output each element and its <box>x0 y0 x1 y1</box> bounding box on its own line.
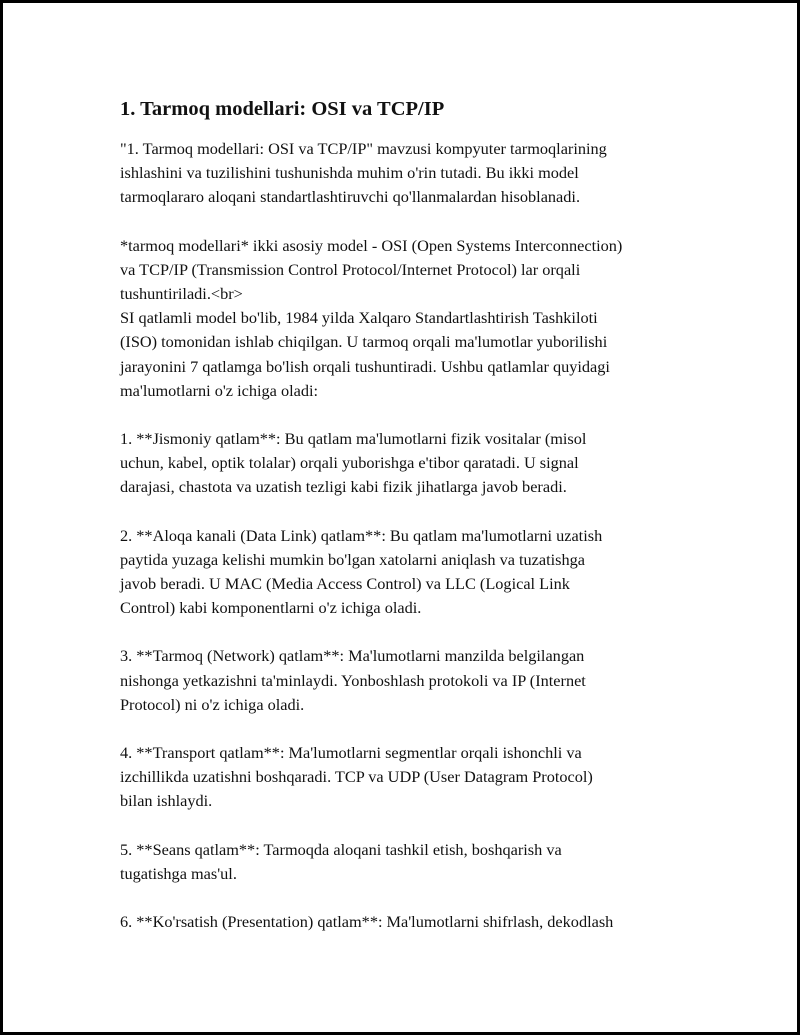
text-line: tugatishga mas'ul. <box>120 863 237 883</box>
text-line: uchun, kabel, optik tolalar) orqali yuborishga e'tibor qaratadi. U signal <box>120 453 579 473</box>
layer-2-paragraph <box>120 524 692 621</box>
text-line: 5. **Seans qatlam**: Tarmoqda aloqani tashkil etish, boshqarish va <box>120 839 562 859</box>
text-line: (ISO) tomonidan ishlab chiqilgan. U tarmoq orqali ma'lumotlar yuborilishi <box>120 332 608 352</box>
text-line: nishonga yetkazishni ta'minlaydi. Yonboshlash protokoli va IP (Internet <box>120 670 586 690</box>
document-body <box>120 95 692 934</box>
text-line: jarayonini 7 qatlamga bo'lish orqali tushuntiradi. Ushbu qatlamlar quyidagi <box>120 356 610 376</box>
text-line: izchillikda uzatishni boshqaradi. TCP va UDP (User Datagram Protocol) <box>120 767 593 787</box>
text-line: ma'lumotlarni o'z ichiga oladi: <box>120 380 319 400</box>
text-line: SI qatlamli model bo'lib, 1984 yilda Xalqaro Standartlashtirish Tashkiloti <box>120 308 598 328</box>
text-line: *tarmoq modellari* ikki asosiy model - OSI (Open Systems Interconnection) <box>120 235 623 255</box>
text-line: 2. **Aloqa kanali (Data Link) qatlam**: Bu qatlam ma'lumotlarni uzatish <box>120 525 603 545</box>
text-line: Protocol) ni o'z ichiga oladi. <box>120 694 305 714</box>
text-line: 6. **Ko'rsatish (Presentation) qatlam**: Ma'lumotlarni shifrlash, dekodlash <box>120 912 614 932</box>
models-overview-paragraph <box>120 234 692 403</box>
layer-1-paragraph <box>120 427 692 500</box>
text-line: Control) kabi komponentlarni o'z ichiga oladi. <box>120 598 422 618</box>
text-line: "1. Tarmoq modellari: OSI va TCP/IP" mavzusi kompyuter tarmoqlarining <box>120 139 607 158</box>
layer-3-paragraph <box>120 644 692 717</box>
text-line: 3. **Tarmoq (Network) qatlam**: Ma'lumotlarni manzilda belgilangan <box>120 646 585 666</box>
text-line: darajasi, chastota va uzatish tezligi kabi fizik jihatlarga javob beradi. <box>120 477 567 497</box>
intro-paragraph <box>120 137 692 210</box>
text-line: va TCP/IP (Transmission Control Protocol/Internet Protocol) lar orqali <box>120 259 581 279</box>
text-line: tarmoqlararo aloqani standartlashtiruvchi qo'llanmalardan hisoblanadi. <box>120 187 581 207</box>
text-line: javob beradi. U MAC (Media Access Control) va LLC (Logical Link <box>120 574 570 594</box>
layer-4-paragraph <box>120 741 692 814</box>
layer-5-paragraph <box>120 838 692 886</box>
text-line: ishlashini va tuzilishini tushunishda muhim o'rin tutadi. Bu ikki model <box>120 163 579 183</box>
text-line: bilan ishlaydi. <box>120 791 213 811</box>
layer-6-paragraph <box>120 910 692 934</box>
document-title: 1. Tarmoq modellari: OSI va TCP/IP <box>120 98 445 120</box>
text-line: tushuntiriladi.<br> <box>120 284 243 304</box>
text-line: paytida yuzaga kelishi mumkin bo'lgan xatolarni aniqlash va tuzatishga <box>120 549 586 569</box>
text-line: 4. **Transport qatlam**: Ma'lumotlarni segmentlar orqali ishonchli va <box>120 743 582 763</box>
text-line: 1. **Jismoniy qatlam**: Bu qatlam ma'lumotlarni fizik vositalar (misol <box>120 429 587 449</box>
